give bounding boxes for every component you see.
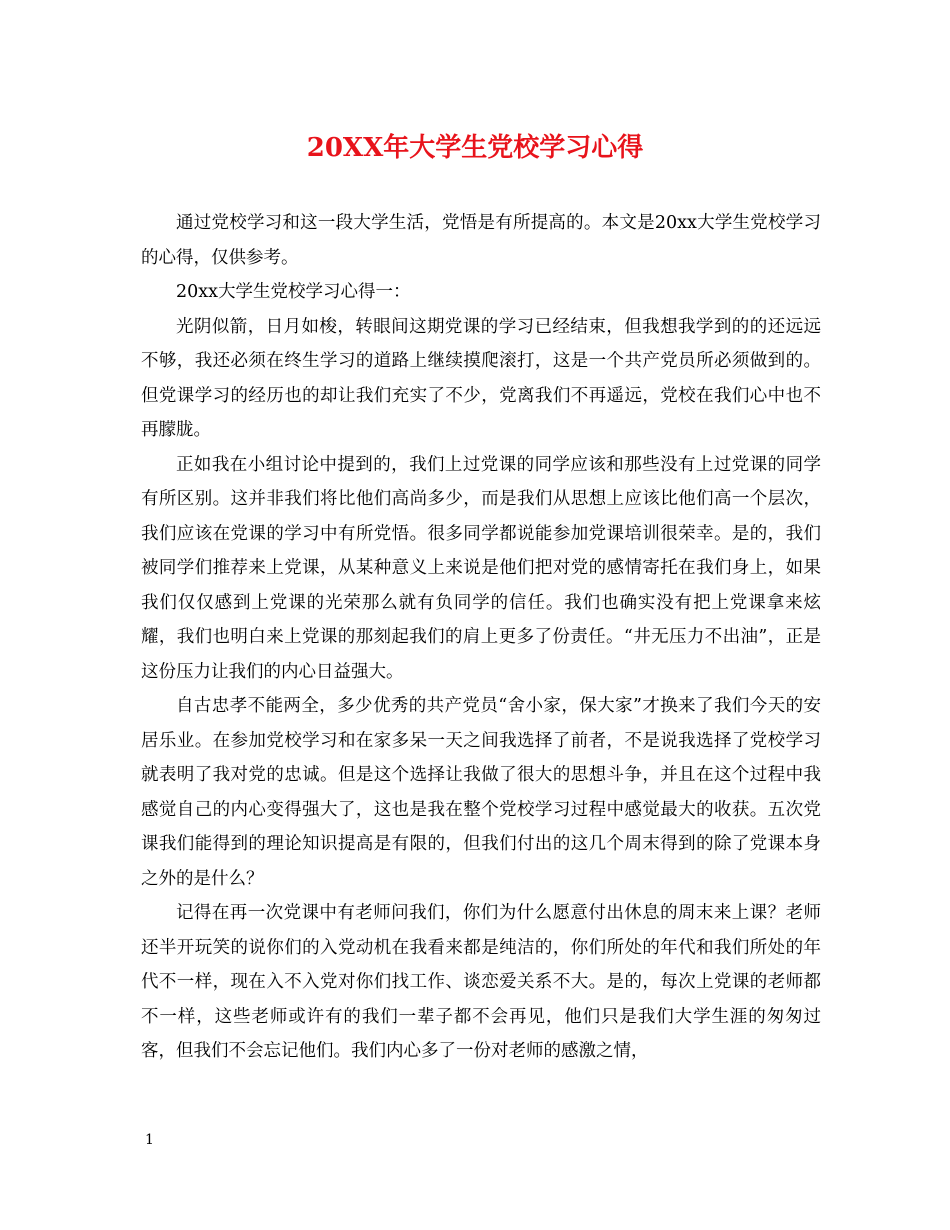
paragraph: 光阴似箭，日月如梭，转眼间这期党课的学习已经结束，但我想我学到的的还远远不够，我还必须在终生学习的道路上继续摸爬滚打，这是一个共产党员所必须做到的。但党课学习的经历也的却让我们充实了不少，党离我们不再遥远，党校在我们心中也不再朦胧。 xyxy=(141,316,821,440)
paragraph: 记得在再一次党课中有老师问我们，你们为什么愿意付出休息的周末来上课？老师还半开玩笑的说你们的入党动机在我看来都是纯洁的，你们所处的年代和我们所处的年代不一样，现在入不入党对你们找工作、谈恋爱关系不大。是的，每次上党课的老师都不一样，这些老师或许有的我们一辈子都不会再见，他们只是我们大学生涯的匆匆过客，但我们不会忘记他们。我们内心多了一份对老师的感激之情， xyxy=(141,903,821,1061)
paragraph: 正如我在小组讨论中提到的，我们上过党课的同学应该和那些没有上过党课的同学有所区别。这并非我们将比他们高尚多少，而是我们从思想上应该比他们高一个层次，我们应该在党课的学习中有所党悟。很多同学都说能参加党课培训很荣幸。是的，我们被同学们推荐来上党课，从某种意义上来说是他们把对党的感情寄托在我们身上，如果我们仅仅感到上党课的光荣那么就有负同学的信任。我们也确实没有把上党课拿来炫耀，我们也明白来上党课的那刻起我们的肩上更多了份责任。“井无压力不出油”，正是这份压力让我们的内心日益强大。 xyxy=(141,454,821,682)
paragraph-intro: 通过党校学习和这一段大学生活，党悟是有所提高的。本文是20xx大学生党校学习的心得，仅供参考。 xyxy=(141,213,821,268)
paragraph-heading-one: 20xx大学生党校学习心得一： xyxy=(176,282,411,302)
paragraph: 自古忠孝不能两全，多少优秀的共产党员“舍小家，保大家”才换来了我们今天的安居乐业。在参加党校学习和在家多呆一天之间我选择了前者，不是说我选择了党校学习就表明了我对党的忠诚。但是这个选择让我做了很大的思想斗争，并且在这个过程中我感觉自己的内心变得强大了，这也是我在整个党校学习过程中感觉最大的收获。五次党课我们能得到的理论知识提高是有限的，但我们付出的这几个周末得到的除了党课本身之外的是什么？ xyxy=(141,696,821,889)
document-title: 20XX年大学生党校学习心得 xyxy=(306,133,644,163)
document-body xyxy=(141,206,821,1069)
page-number: 1 xyxy=(145,1132,154,1148)
